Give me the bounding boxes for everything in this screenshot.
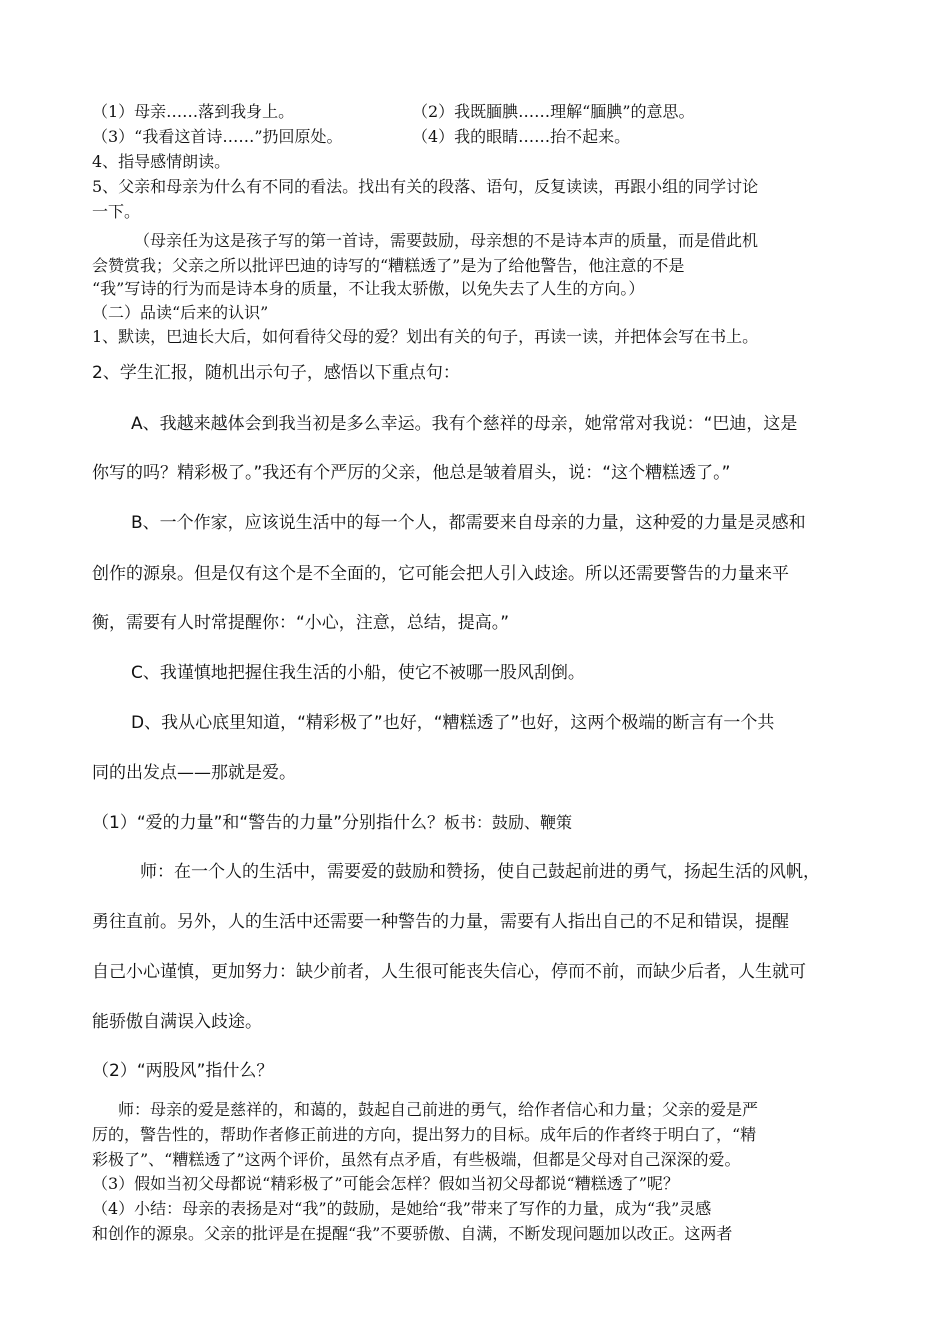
quote-b-line: B、一个作家，应该说生活中的每一个人，都需要来自母亲的力量，这种爱的力量是灵感和 [131,513,806,533]
teacher-remark-line: 自己小心谨慎，更加努力：缺少前者，人生很可能丧失信心，停而不前，而缺少后者，人生就可 [92,962,806,982]
question-1-text: （1）“爱的力量”和“警告的力量”分别指什么？ [92,813,445,833]
quote-a-line: A、我越来越体会到我当初是多么幸运。我有个慈祥的母亲，她常常对我说：“巴迪，这是 [131,414,798,434]
step-4-text: 4、指导感情朗读。 [92,152,231,171]
question-3: （3）假如当初父母都说“精彩极了”可能会怎样？假如当初父母都说“糟糕透了”呢？ [92,1174,679,1193]
note-paragraph-line: （母亲任为这是孩子写的第一首诗，需要鼓励，母亲想的不是诗本声的质量，而是借此机 [134,231,759,250]
quote-d-line: 同的出发点——那就是爱。 [92,763,296,783]
summary-line: 和创作的源泉。父亲的批评是在提醒“我”不要骄傲、自满，不断发现问题加以改正。这两者 [92,1224,733,1243]
paragraph-ref-3: （3）“我看这首诗……”扔回原处。 [92,127,343,146]
summary-line: （4）小结：母亲的表扬是对“我”的鼓励，是她给“我”带来了写作的力量，成为“我”灵感 [92,1199,712,1218]
quote-b-line: 创作的源泉。但是仅有这个是不全面的，它可能会把人引入歧途。所以还需要警告的力量来平 [92,564,789,584]
question-2: （2）“两股风”指什么？ [92,1061,274,1081]
teacher-remark-line: 勇往直前。另外，人的生活中还需要一种警告的力量，需要有人指出自己的不足和错误，提醒 [92,912,789,932]
quote-d-line: D、我从心底里知道，“精彩极了”也好，“糟糕透了”也好，这两个极端的断言有一个共 [131,713,775,733]
quote-b-line: 衡，需要有人时常提醒你：“小心，注意，总结，提高。” [92,613,510,633]
question-1 [92,815,572,832]
teacher-prefix: 师 [140,862,157,882]
paragraph-ref-1: （1）母亲……落到我身上。 [92,102,295,121]
paragraph-ref-2: （2）我既腼腆……理解“腼腆”的意思。 [412,102,695,121]
teacher-remark-2-line: 彩极了”、“糟糕透了”这两个评价，虽然有点矛盾，有些极端，但都是父母对自己深深的爱。 [92,1150,741,1169]
quote-c-line: C、我谨慎地把握住我生活的小船，使它不被哪一股风刮倒。 [131,663,585,683]
paragraph-ref-4: （4）我的眼睛……抬不起来。 [412,127,631,146]
teacher-remark-2-line: 厉的，警告性的，帮助作者修正前进的方向，提出努力的目标。成年后的作者终于明白了，“精 [92,1125,757,1144]
step-5-text: 5、父亲和母亲为什么有不同的看法。找出有关的段落、语句，反复读读，再跟小组的同学讨论 [92,177,759,196]
note-paragraph-line: 会赞赏我；父亲之所以批评巴迪的诗写的“糟糕透了”是为了给他警告，他注意的不是 [92,256,685,275]
step-1-text: 1、默读，巴迪长大后，如何看待父母的爱？划出有关的句子，再读一读，并把体会写在书上。 [92,327,759,346]
board-notes: 板书：鼓励、鞭策 [444,813,573,832]
step-2-text: 2、学生汇报，随机出示句子，感悟以下重点句： [92,363,460,383]
teacher-remark-line: 能骄傲自满误入歧途。 [92,1012,262,1032]
step-5-text-cont: 一下。 [92,202,141,221]
teacher-remark-2-line: 师：母亲的爱是慈祥的，和蔼的，鼓起自己前进的勇气，给作者信心和力量；父亲的爱是严 [118,1100,759,1119]
note-paragraph-line: “我”写诗的行为而是诗本身的质量，不让我太骄傲，以免失去了人生的方向。） [92,279,645,298]
section-heading: （二）品读“后来的认识” [92,303,269,322]
teacher-remark-line: 师：在一个人的生活中，需要爱的鼓励和赞扬，使自己鼓起前进的勇气，扬起生活的风帆， [140,862,820,882]
quote-a-line: 你写的吗？精彩极了。”我还有个严厉的父亲，他总是皱着眉头，说：“这个糟糕透了。” [92,463,731,483]
